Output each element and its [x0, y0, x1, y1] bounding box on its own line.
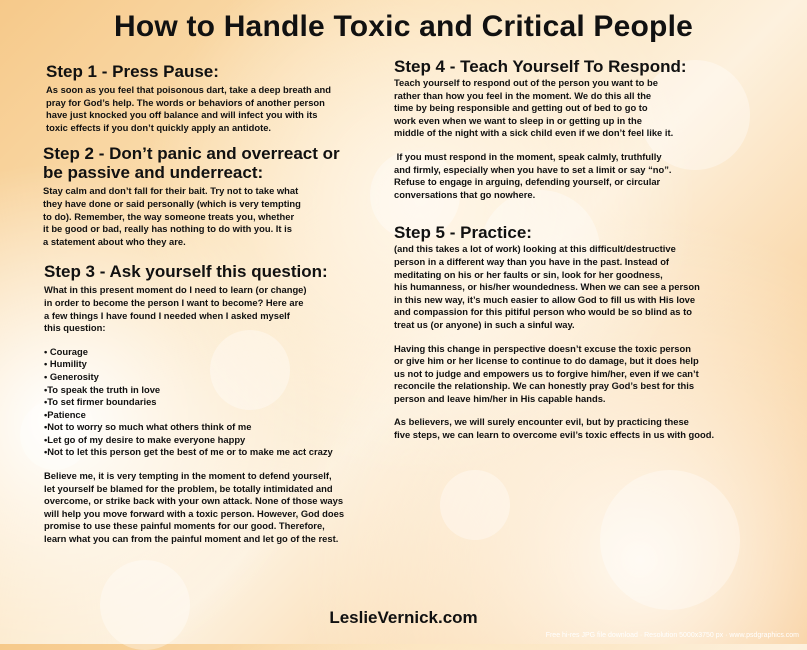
bokeh-circle [440, 470, 510, 540]
step-3-intro-line: in order to become the person I want to become? Here are [44, 296, 304, 308]
step-2-line: it be good or bad, really has nothing to do with you. It is [43, 223, 292, 235]
step-5-line: As believers, we will surely encounter evil, but by practicing these [394, 416, 689, 428]
step-2-line: they have done or said personally (which is very tempting [43, 197, 301, 209]
step-1-heading: Step 1 - Press Pause: [46, 62, 219, 81]
step-4-line: work even when we want to sleep in or getting up in the [394, 114, 642, 126]
step-4-line: rather than how you feel in the moment. We do this all the [394, 89, 652, 101]
page-title: How to Handle Toxic and Critical People [113, 10, 693, 43]
step-5-line: us not to judge and empowers us to forgive him/her, even if we can’t [394, 367, 699, 379]
step-4-line: middle of the night with a sick child even if we don’t feel like it. [394, 127, 674, 139]
step-3-intro-line: a few things I have found I needed when I asked myself [44, 309, 290, 321]
step-3-outro-line: Believe me, it is very tempting in the moment to defend yourself, [44, 470, 332, 482]
step-3-outro-line: let yourself be blamed for the problem, be totally intimidated and [44, 482, 333, 494]
step-3-intro-line: this question: [44, 322, 106, 334]
step-2-heading: Step 2 - Don’t panic and overreact or [43, 144, 340, 164]
step-4-section [394, 57, 794, 201]
step-5-line: in this new way, it’s much easier to allow God to fill us with His love [394, 293, 696, 305]
step-4-line: and firmly, especially when you have to set a limit or say “no”. [394, 163, 672, 175]
step-1-line: toxic effects if you don’t quickly apply an antidote. [46, 121, 272, 133]
step-5-line: treat us (or anyone) in such a sinful way. [394, 318, 575, 330]
step-5-line: reconcile the relationship. We can honestly pray God’s best for this [394, 380, 695, 392]
step-2-line: a statement about who they are. [43, 235, 186, 247]
list-item: •Let go of my desire to make everyone happy [44, 433, 246, 445]
step-5-line: person in a different way than you have in the past. Instead of [394, 255, 670, 267]
list-item: •Not to worry so much what others think of me [44, 421, 252, 433]
step-4-heading: Step 4 - Teach Yourself To Respond: [394, 57, 687, 76]
step-1-line: As soon as you feel that poisonous dart, take a deep breath and [46, 84, 331, 95]
step-3-section [44, 262, 391, 545]
step-1-line: pray for God’s help. The words or behaviors of another person [46, 96, 325, 108]
list-item: •Patience [44, 408, 86, 420]
step-5-line: his humanness, or his/her woundedness. When we can see a person [394, 281, 700, 293]
left-column [43, 62, 391, 546]
step-5-section [394, 223, 794, 441]
step-4-line: time by being responsible and getting out of bed to go to [394, 102, 648, 114]
step-4-line: Teach yourself to respond out of the person you want to be [394, 77, 658, 88]
step-5-heading: Step 5 - Practice: [394, 223, 532, 243]
image-credit: Free hi-res JPG file download · Resolution 5000x3750 px · www.psdgraphics.com [545, 632, 799, 639]
bokeh-circle [100, 560, 190, 650]
right-column [394, 57, 794, 442]
step-5-line: or give him or her license to continue to do damage, but it does help [394, 355, 699, 367]
step-2-line: Stay calm and don’t fall for their bait. Try not to take what [43, 185, 299, 197]
list-item: •To speak the truth in love [44, 383, 161, 395]
step-1-section [46, 62, 391, 134]
step-3-intro-line: What in this present moment do I need to learn (or change) [44, 284, 307, 296]
list-item: •To set firmer boundaries [44, 396, 157, 408]
step-3-outro-line: learn what you can from the painful moment and let go of the rest. [44, 533, 339, 545]
step-5-line: person and leave him/her in His capable hands. [394, 392, 606, 404]
step-4-line: conversations that go nowhere. [394, 188, 536, 200]
step-4-line: If you must respond in the moment, speak calmly, truthfully [394, 150, 662, 162]
bokeh-circle [600, 470, 740, 610]
step-5-line: meditating on his or her faults or sin, look for her goodness, [394, 268, 663, 280]
step-3-outro-line: overcome, or strike back with your own attack. None of those ways [44, 495, 344, 507]
step-1-line: have just knocked you off balance and will infect you with its [46, 109, 318, 121]
step-2-heading-continued: be passive and underreact: [43, 163, 264, 183]
list-item: • Generosity [44, 370, 99, 382]
step-5-line: Having this change in perspective doesn’t excuse the toxic person [394, 342, 691, 354]
step-5-line: and compassion for this pitiful person who would be so blind as to [394, 306, 692, 318]
step-3-outro-line: will help you move forward with a toxic person. However, God does [44, 507, 345, 519]
step-3-outro-line: promise to use these painful moments for our good. Therefore, [44, 520, 325, 532]
list-item: •Not to let this person get the best of me or to make me act crazy [44, 446, 333, 458]
list-item: • Courage [44, 345, 88, 357]
step-5-line: (and this takes a lot of work) looking at this difficult/destructive [394, 243, 676, 255]
list-item: • Humility [44, 358, 87, 370]
needs-list [44, 346, 391, 459]
step-2-section [43, 144, 391, 248]
step-4-line: Refuse to engage in arguing, defending yourself, or circular [394, 176, 661, 188]
website-link[interactable]: LeslieVernick.com [329, 608, 478, 627]
step-3-heading: Step 3 - Ask yourself this question: [44, 262, 328, 282]
step-5-line: five steps, we can learn to overcome evil’s toxic effects in us with good. [394, 429, 715, 441]
step-2-line: to do). Remember, the way someone treats you, whether [43, 210, 295, 222]
